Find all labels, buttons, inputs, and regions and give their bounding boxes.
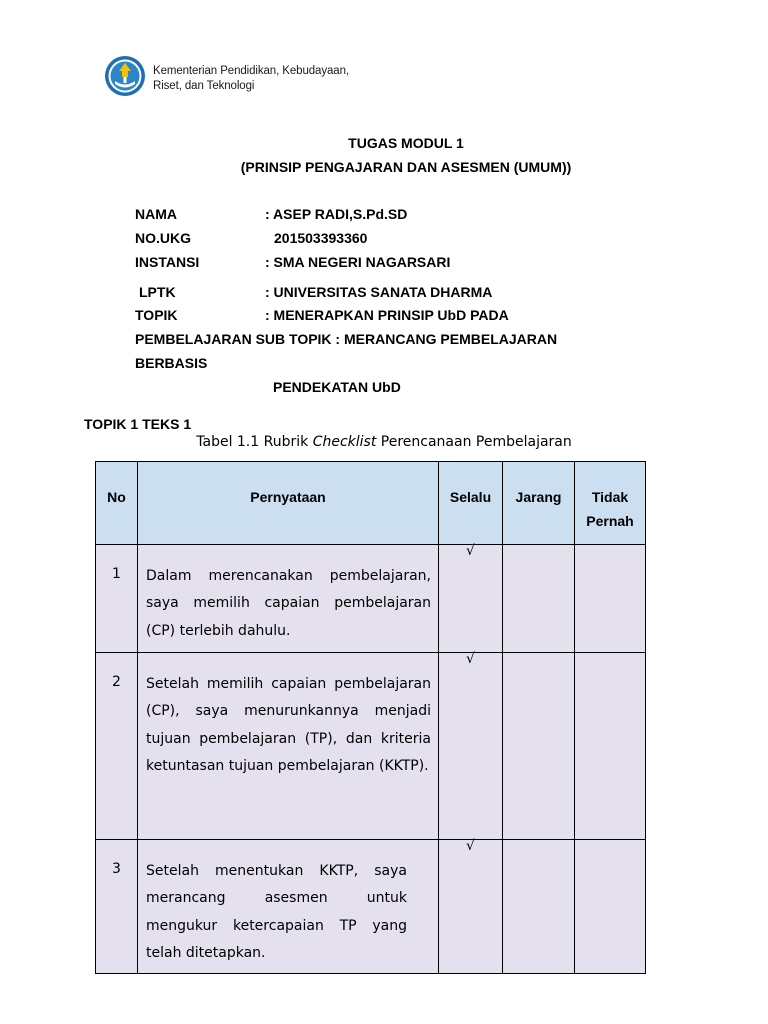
- ministry-line-2: Riset, dan Teknologi: [153, 80, 255, 92]
- nama-value: : ASEP RADI,S.Pd.SD: [265, 206, 408, 222]
- document-subtitle: (PRINSIP PENGAJARAN DAN ASESMEN (UMUM)): [240, 159, 572, 175]
- lptk-value: : UNIVERSITAS SANATA DHARMA: [265, 284, 493, 300]
- row-number: 3: [96, 840, 138, 974]
- instansi-value: : SMA NEGERI NAGARSARI: [265, 254, 451, 270]
- ministry-name: [153, 64, 349, 94]
- table-caption: [0, 434, 768, 450]
- selalu-cell[interactable]: [439, 653, 503, 840]
- table-row: [96, 840, 646, 974]
- table-row: [96, 545, 646, 653]
- topik-line-2: PEMBELAJARAN SUB TOPIK : MERANCANG PEMBELAJARAN: [135, 331, 558, 347]
- row-number: 1: [96, 545, 138, 653]
- row-number: 2: [96, 653, 138, 840]
- lptk-label: LPTK: [139, 284, 176, 300]
- topik-line-4: PENDEKATAN UbD: [273, 379, 401, 395]
- check-mark-icon: √: [466, 543, 475, 559]
- topik-line-3: BERBASIS: [135, 355, 208, 371]
- section-heading: TOPIK 1 TEKS 1: [84, 416, 192, 432]
- tidak-pernah-cell[interactable]: [575, 840, 646, 974]
- selalu-cell[interactable]: [439, 840, 503, 974]
- header-jarang: Jarang: [503, 462, 575, 545]
- statement-cell: Setelah menentukan KKTP, saya merancang asesmen untuk mengukur ketercapaian TP yang telah ditetapkan.: [138, 840, 439, 974]
- tut-wuri-handayani-logo: [104, 55, 146, 97]
- noukg-value: 201503393360: [274, 230, 368, 246]
- nama-label: NAMA: [135, 206, 177, 222]
- instansi-label: INSTANSI: [135, 254, 200, 270]
- check-mark-icon: √: [466, 651, 475, 667]
- caption-prefix: Tabel 1.1 Rubrik: [196, 434, 313, 450]
- topik-value: : MENERAPKAN PRINSIP UbD PADA: [265, 307, 509, 323]
- caption-suffix: Perencanaan Pembelajaran: [376, 434, 572, 450]
- tidak-pernah-cell[interactable]: [575, 653, 646, 840]
- caption-italic: Checklist: [312, 434, 377, 450]
- ministry-line-1: Kementerian Pendidikan, Kebudayaan,: [153, 65, 349, 77]
- table-header-row: [96, 462, 646, 545]
- table-row: [96, 653, 646, 840]
- tidak-pernah-cell[interactable]: [575, 545, 646, 653]
- topik-label: TOPIK: [135, 307, 178, 323]
- header-tidak-pernah: Tidak Pernah: [575, 462, 646, 545]
- rubric-checklist-table: [95, 461, 646, 974]
- jarang-cell[interactable]: [503, 545, 575, 653]
- check-mark-icon: √: [466, 838, 475, 854]
- selalu-cell[interactable]: [439, 545, 503, 653]
- noukg-label: NO.UKG: [135, 230, 191, 246]
- header-no: No: [96, 462, 138, 545]
- statement-cell: Setelah memilih capaian pembelajaran (CP), saya menurunkannya menjadi tujuan pembelajaran (TP), dan kriteria ketuntasan tujuan pembelajaran (KKTP).: [138, 653, 439, 840]
- header-selalu: Selalu: [439, 462, 503, 545]
- header-pernyataan: Pernyataan: [138, 462, 439, 545]
- jarang-cell[interactable]: [503, 840, 575, 974]
- statement-cell: Dalam merencanakan pembelajaran, saya memilih capaian pembelajaran (CP) terlebih dahulu.: [138, 545, 439, 653]
- jarang-cell[interactable]: [503, 653, 575, 840]
- document-title: TUGAS MODUL 1: [348, 135, 464, 151]
